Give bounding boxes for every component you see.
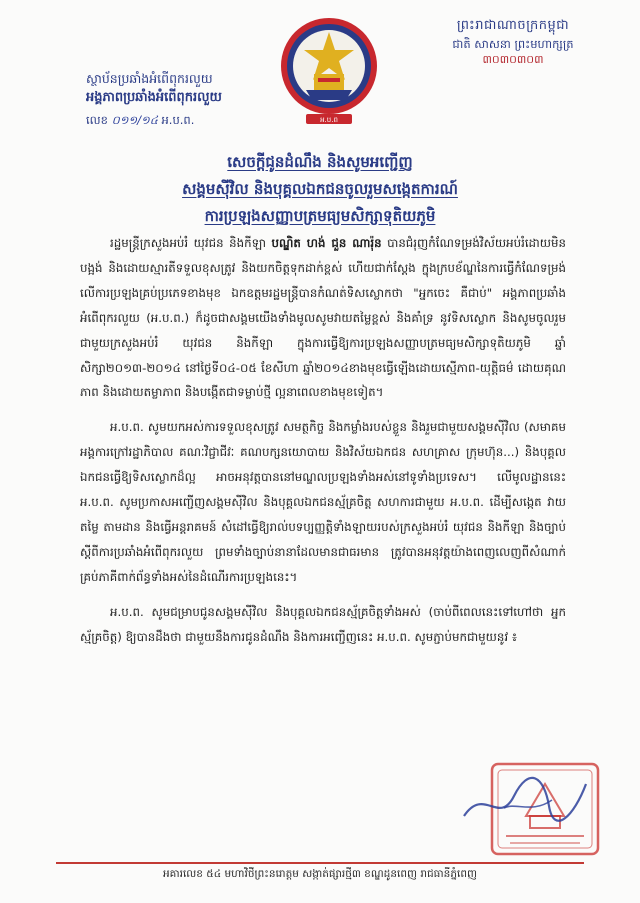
paragraph-1 <box>80 231 566 405</box>
footer-address: អគារលេខ ៥៤ មហាវិថីព្រះនរោត្តម សង្កាត់ផ្សារថ្មី៣ ខណ្ឌដូនពេញ រាជធានីភ្នំពេញ <box>162 868 477 880</box>
agency-line2: អង្គភាពប្រឆាំងអំពើពុករលួយ <box>86 90 222 105</box>
title-line1: សេចក្តីជូនដំណឹង និងសូមអញ្ជើញ <box>227 153 413 171</box>
kingdom-line2: ជាតិ សាសនា ព្រះមហាក្សត្រ <box>452 37 574 51</box>
signature-icon <box>454 766 594 836</box>
p1-after: បានជំរុញកំណែទម្រង់វិស័យអប់រំដោយមិនបង្អង់ និងដោយស្មារតីទទួលខុសត្រូវ និងយកចិត្តទុកដាក់ខ្ពស់ ហើយជាក់ស្តែង ក្នុងក្របខ័ណ្ឌនៃការធ្វើកំណែទម្រង់លើការប្រឡងគ្រប់ប្រភេទខាងមុខ ឯកឧត្តមរដ្ឋមន្ត្រីបានកំណត់ទិសស្លោកថា "អ្នកចេះ គឺជាប់" អង្គភាពប្រឆាំងអំពើពុករលួយ (អ.ប.ព.) ក៏ដូចជាសង្គមយើងទាំងមូលសូមវាយតម្លៃខ្ពស់ និងគាំទ្រ នូវទិសស្លោក និងសូមចូលរួមជាមួយក្រសួងអប់រំ យុវជន និងកីឡា ក្នុងការធ្វើឱ្យការប្រឡងសញ្ញាបត្រមធ្យមសិក្សាទុតិយភូមិ ឆ្នាំសិក្សា២០១៣-២០១៤ នៅថ្ងៃទី០៤-០៥ ខែសីហា ឆ្នាំ២០១៤ខាងមុខធ្វើឡើងដោយស្មើភាព-យុត្តិធម៌ ដោយគុណភាព និងដោយតម្លាភាព និងបង្កើតជាទម្លាប់ថ្មី ល្អនាពេលខាងមុខទៀត។ <box>80 236 566 400</box>
title-line3: ការប្រឡងសញ្ញាបត្រមធ្យមសិក្សាទុតិយភូមិ <box>204 207 436 225</box>
minister-name: បណ្ឌិត ហង់ ជួន ណារ៉ុន <box>271 236 382 250</box>
title-line2: សង្គមស៊ីវិល និងបុគ្គលឯកជនចូលរួមសង្កេតការណ៍ <box>182 180 458 198</box>
kingdom-header <box>438 16 588 67</box>
p1-before: រដ្ឋមន្ត្រីក្រសួងអប់រំ យុវជន និងកីឡា <box>110 236 272 250</box>
agency-block <box>86 70 326 129</box>
reference-number <box>86 111 326 129</box>
agency-line1: ស្ថាប័នប្រឆាំងអំពើពុករលួយ <box>86 71 213 86</box>
paragraph-2: អ.ប.ព. សូមយកអស់ការទទួលខុសត្រូវ សមត្ថកិច្ច និងកម្លាំងរបស់ខ្លួន និងរួមជាមួយសង្គមស៊ីវិល (សមាគម អង្គការក្រៅរដ្ឋាភិបាល គណៈវិជ្ជាជីវៈ គណបក្សនយោបាយ និងវិស័យឯកជន សហគ្រាស ក្រុមហ៊ុន...) និងបុគ្គលឯកជនធ្វើឱ្យទិសស្លោកដ៏ល្អ អាចអនុវត្តបាននៅមណ្ឌលប្រឡងទាំងអស់នៅទូទាំងប្រទេស។ លើមូលដ្ឋាននេះ អ.ប.ព. សូមប្រកាសអញ្ជើញសង្គមស៊ីវិល និងបុគ្គលឯកជនស្ម័គ្រចិត្ត សហការជាមួយ អ.ប.ព. ដើម្បីសង្កេត វាយតម្លៃ តាមដាន និងធ្វើអន្តរាគមន៍ សំដៅធ្វើឱ្យរាល់បទប្បញ្ញត្តិទាំងឡាយរបស់ក្រសួងអប់រំ យុវជន និងកីឡា និងច្បាប់ស្តីពីការប្រឆាំងអំពើពុករលួយ ព្រមទាំងច្បាប់នានាដែលមានជាធរមាន ត្រូវបានអនុវត្តយ៉ាងពេញលេញពីសំណាក់គ្រប់ភាគីពាក់ព័ន្ធទាំងអស់នៃដំណើរការប្រឡងនេះ។ <box>80 420 566 584</box>
ref-suffix: អ.ប.ព. <box>161 113 195 127</box>
footer-divider <box>56 862 584 864</box>
document-title <box>80 149 560 230</box>
ref-handwritten: ០១១/១៤ <box>111 113 158 127</box>
kingdom-ornament: ៣០៣០៣០៣ <box>482 53 544 66</box>
svg-text:អ.ប.ព: អ.ប.ព <box>320 116 338 124</box>
ref-prefix: លេខ <box>86 113 108 127</box>
paragraph-3: អ.ប.ព. សូមជម្រាបជូនសង្គមស៊ីវិល និងបុគ្គលឯកជនស្ម័គ្រចិត្តទាំងអស់ (ចាប់ពីពេលនេះទៅហៅថា អ្នកស្ម័គ្រចិត្ត) ឱ្យបានដឹងថា ជាមួយនឹងការជូនដំណឹង និងការអញ្ជើញនេះ អ.ប.ព. សូមភ្ជាប់មកជាមួយនូវ ៖ <box>80 604 566 644</box>
document-body <box>80 231 566 660</box>
kingdom-line1: ព្រះរាជាណាចក្រកម្ពុជា <box>456 18 570 33</box>
